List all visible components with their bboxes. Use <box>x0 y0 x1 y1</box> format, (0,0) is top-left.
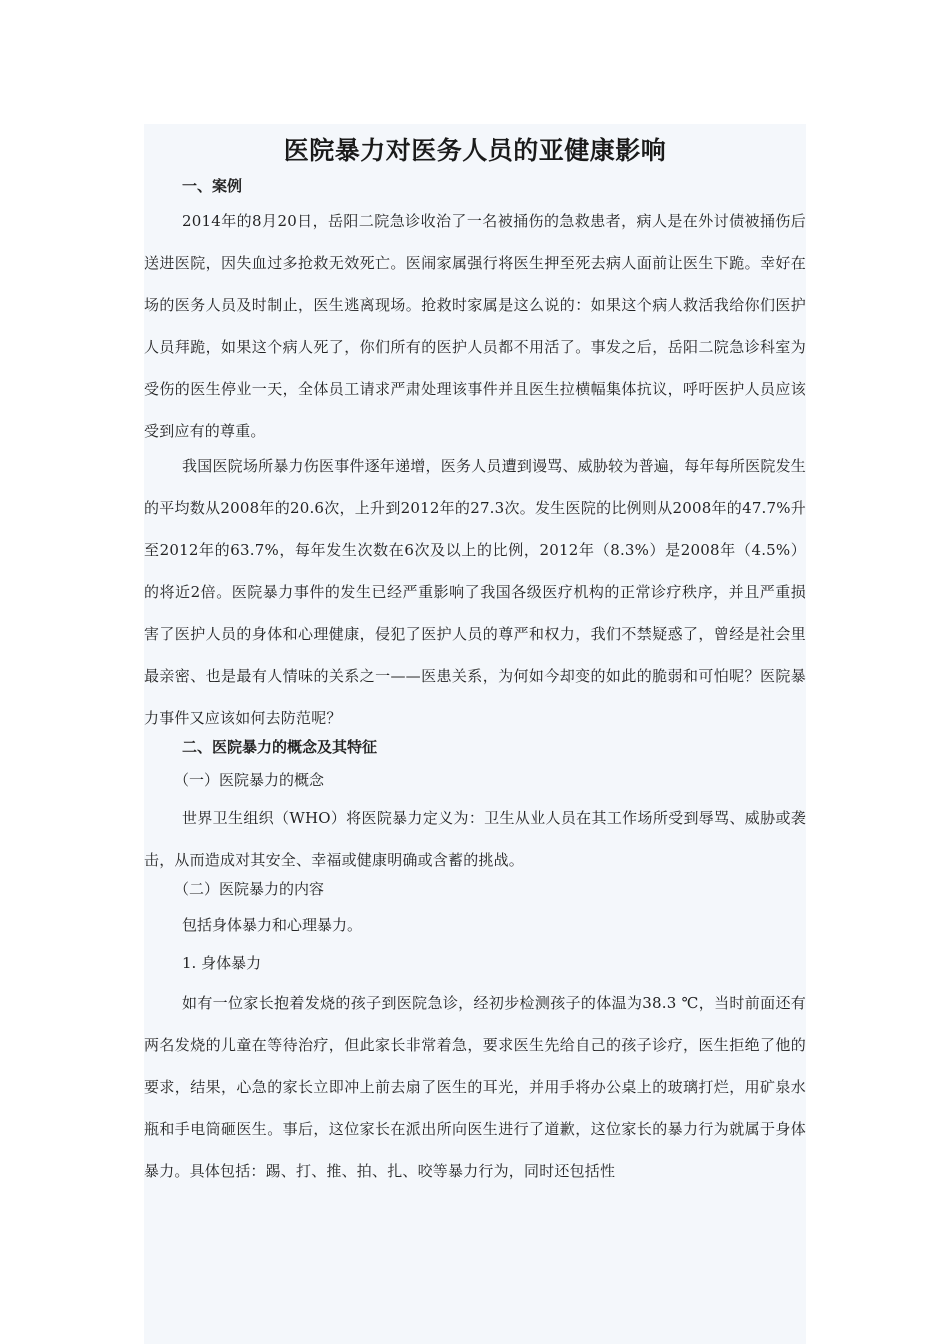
document-title: 医院暴力对医务人员的亚健康影响 <box>283 136 667 165</box>
document-page <box>144 124 806 1344</box>
paragraph-who-definition: 世界卫生组织（WHO）将医院暴力定义为：卫生从业人员在其工作场所受到辱骂、威胁或袭击，从而造成对其安全、幸福或健康明确或含蓄的挑战。 <box>144 809 806 869</box>
paragraph-case-description: 2014年的8月20日，岳阳二院急诊收治了一名被捅伤的急救患者，病人是在外讨债被捅伤后送进医院，因失血过多抢救无效死亡。医闹家属强行将医生押至死去病人面前让医生下跪。幸好在场的医务人员及时制止，医生逃离现场。抢救时家属是这么说的：如果这个病人救活我给你们医护人员拜跪，如果这个病人死了，你们所有的医护人员都不用活了。事发之后，岳阳二院急诊科室为受伤的医生停业一天，全体员工请求严肃处理该事件并且医生拉横幅集体抗议，呼吁医护人员应该受到应有的尊重。 <box>144 212 806 440</box>
subheading-content: （二）医院暴力的内容 <box>174 880 325 898</box>
section-heading-case: 一、案例 <box>182 177 243 195</box>
paragraph-physical-violence-example: 如有一位家长抱着发烧的孩子到医院急诊，经初步检测孩子的体温为38.3 ℃，当时前面还有两名发烧的儿童在等待治疗，但此家长非常着急，要求医生先给自己的孩子诊疗，医生拒绝了他的要求，结果，心急的家长立即冲上前去扇了医生的耳光，并用手将办公桌上的玻璃打烂，用矿泉水瓶和手电筒砸医生。事后，这位家长在派出所向医生进行了道歉，这位家长的暴力行为就属于身体暴力。具体包括：踢、打、推、拍、扎、咬等暴力行为，同时还包括性 <box>144 994 806 1180</box>
section-heading-concept: 二、医院暴力的概念及其特征 <box>182 738 378 756</box>
paragraph-violence-statistics: 我国医院场所暴力伤医事件逐年递增，医务人员遭到谩骂、威胁较为普遍，每年每所医院发生的平均数从2008年的20.6次，上升到2012年的27.3次。发生医院的比例则从2008年的47.7%升至2012年的63.7%，每年发生次数在6次及以上的比例，2012年（8.3%）是2008年（4.5%）的将近2倍。医院暴力事件的发生已经严重影响了我国各级医疗机构的正常诊疗秩序，并且严重损害了医护人员的身体和心理健康，侵犯了医护人员的尊严和权力，我们不禁疑惑了，曾经是社会里最亲密、也是最有人情味的关系之一——医患关系，为何如今却变的如此的脆弱和可怕呢？医院暴力事件又应该如何去防范呢？ <box>144 457 806 727</box>
line-violence-types: 包括身体暴力和心理暴力。 <box>182 916 363 934</box>
subheading-concept: （一）医院暴力的概念 <box>174 771 325 789</box>
line-physical-violence: 1. 身体暴力 <box>182 954 262 972</box>
